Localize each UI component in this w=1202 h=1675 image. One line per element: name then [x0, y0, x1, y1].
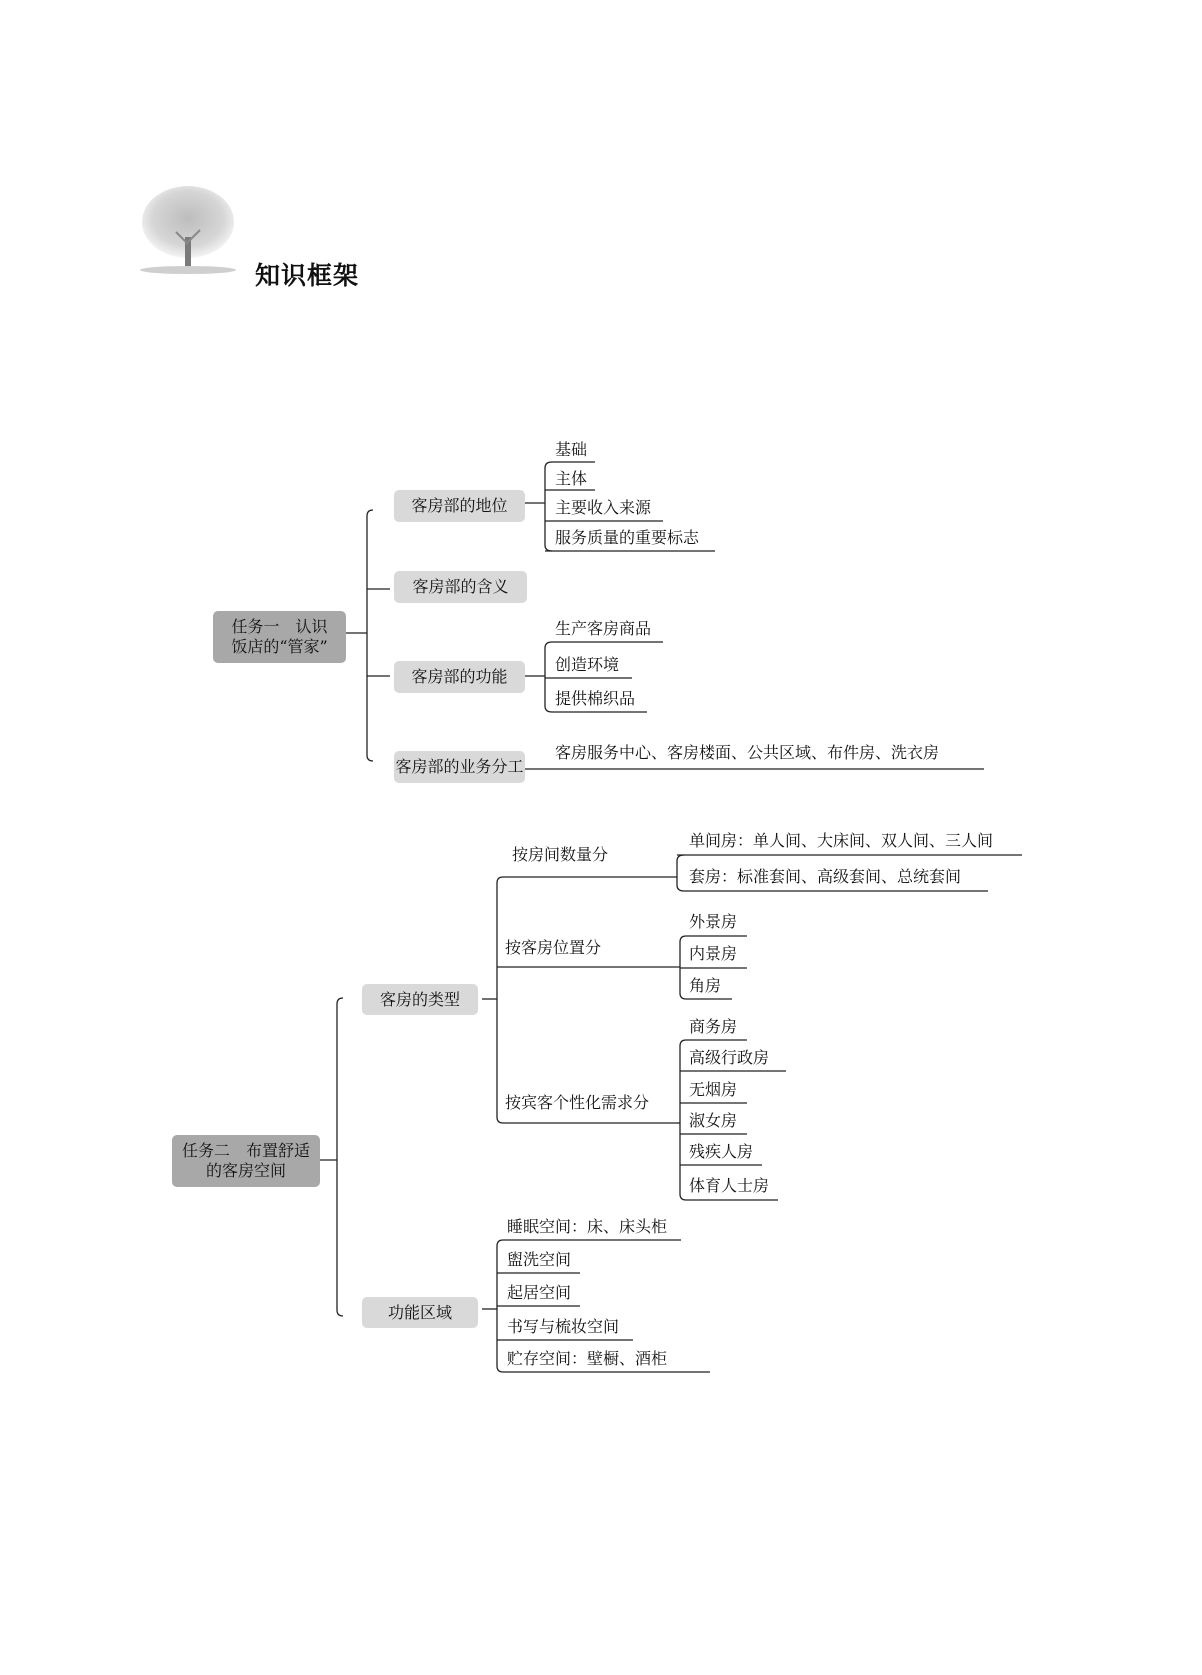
task2-by-count-item: 套房：标准套间、高级套间、总统套间: [689, 867, 962, 886]
task1-position-box: [394, 490, 525, 522]
task1-position-item: 基础: [555, 440, 588, 459]
task1-division-item: 客房服务中心、客房楼面、公共区域、布件房、洗衣房: [555, 743, 940, 762]
task1-function-item: 提供棉织品: [555, 689, 636, 708]
task1-division-label: 客房部的业务分工: [395, 757, 524, 776]
task1-root-box: [213, 611, 346, 663]
task2-by-need-item: 体育人士房: [689, 1176, 770, 1195]
task2-by-need-item: 淑女房: [689, 1111, 738, 1130]
task2-area-item: 起居空间: [507, 1283, 572, 1302]
task2-area-item: 贮存空间：壁橱、酒柜: [507, 1349, 668, 1368]
task2-by-need-item: 残疾人房: [689, 1142, 754, 1161]
task2-areas-label: 功能区域: [387, 1302, 452, 1322]
task2-by-location-label: 按客房位置分: [505, 938, 602, 957]
task2-by-need-item: 无烟房: [689, 1080, 738, 1099]
task1-function-item: 生产客房商品: [555, 619, 652, 638]
task1-division-box: [394, 751, 525, 783]
task1-function-label: 客房部的功能: [411, 667, 508, 686]
task1-position-item: 服务质量的重要标志: [555, 528, 700, 547]
task1-root-line1: 任务一 认识: [231, 617, 328, 636]
task1-position-item: 主要收入来源: [555, 498, 652, 517]
task2-types-box: [362, 984, 478, 1015]
task2-area-item: 睡眠空间：床、床头柜: [507, 1217, 668, 1236]
task2-area-item: 盥洗空间: [507, 1250, 572, 1269]
task2-by-location-item: 外景房: [689, 912, 738, 931]
task2-areas-box: [362, 1297, 478, 1328]
task1-position-item: 主体: [555, 469, 588, 488]
task2-by-need-item: 商务房: [689, 1017, 738, 1036]
task2-by-count-label: 按房间数量分: [512, 845, 609, 864]
task2-root-line2: 的客房空间: [205, 1161, 286, 1180]
task1-meaning-label: 客房部的含义: [412, 577, 509, 596]
task2-by-location-item: 内景房: [689, 944, 738, 963]
task1-position-label: 客房部的地位: [411, 496, 508, 515]
task1-function-item: 创造环境: [555, 655, 620, 674]
task2-area-item: 书写与梳妆空间: [507, 1317, 620, 1336]
task1-function-box: [394, 661, 525, 693]
task2-by-count-item: 单间房：单人间、大床间、双人间、三人间: [689, 831, 994, 850]
task2-by-need-item: 高级行政房: [689, 1048, 770, 1067]
task2-root-line1: 任务二 布置舒适: [181, 1141, 310, 1160]
task1-root-line2: 饭店的“管家”: [231, 637, 328, 656]
task2-root-box: [172, 1135, 320, 1187]
task2-by-location-item: 角房: [689, 976, 722, 995]
task2-by-need-label: 按宾客个性化需求分: [505, 1093, 650, 1112]
task1-meaning-box: [394, 571, 527, 603]
task2-types-label: 客房的类型: [379, 989, 460, 1009]
page-title: 知识框架: [255, 261, 360, 290]
